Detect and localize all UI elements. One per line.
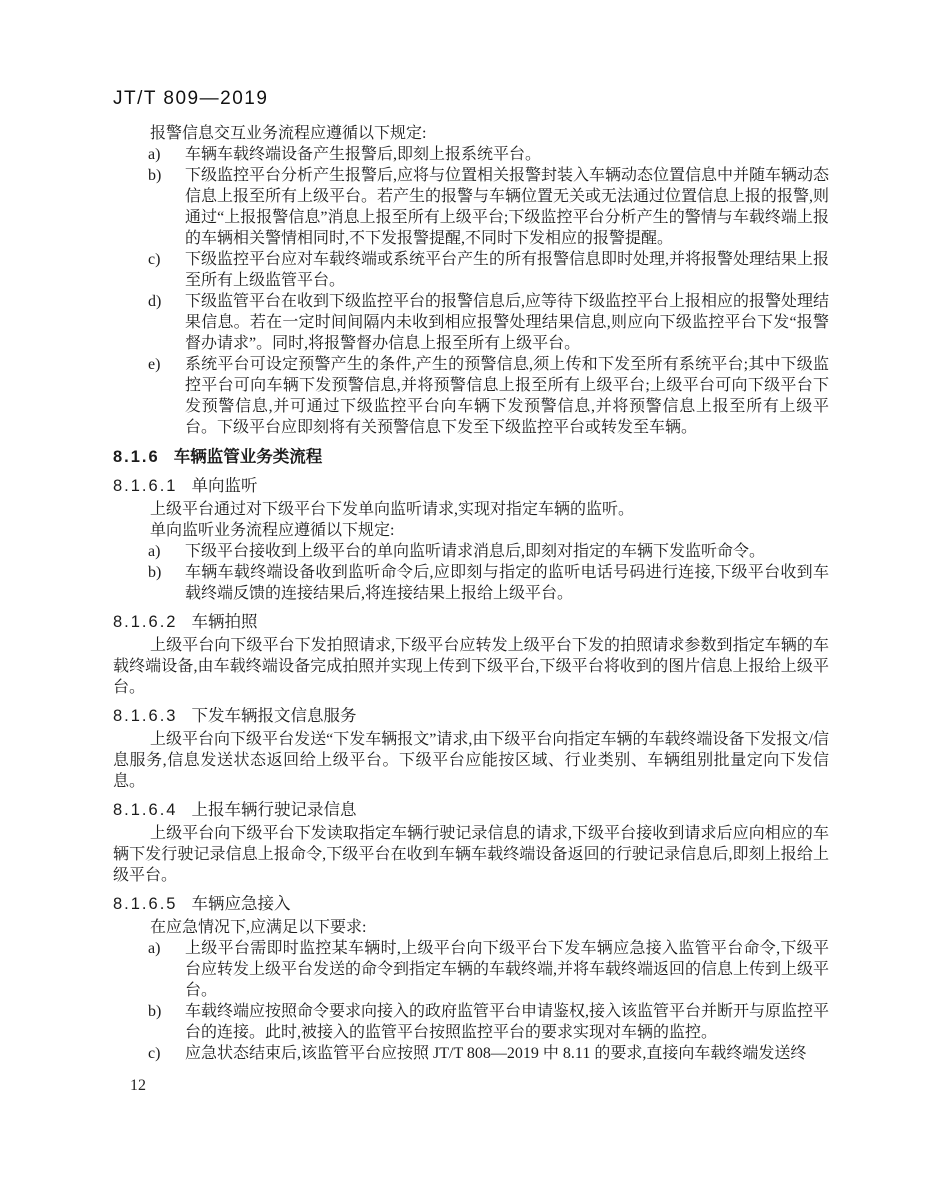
list-marker: c) [148,1045,161,1062]
list-item-text: 下级监管平台在收到下级监控平台的报警信息后,应等待下级监控平台上报相应的报警处理结果信息。若在一定时间间隔内未收到相应报警处理结果信息,则应向下级监控平台下发“报警督办请求”。同时,将报警督办信息上报至所有上级平台。 [185,293,830,352]
list-item-b [113,1001,829,1043]
list-marker: b) [148,564,162,581]
heading-number: 8.1.6.4 [113,801,178,819]
list-marker: a) [148,940,161,957]
list-item-d [113,291,829,354]
list-item-c [113,1043,829,1064]
standard-number: JT/T 809—2019 [113,88,269,109]
list-item-b [113,165,829,249]
list-item-text: 应急状态结束后,该监管平台应按照 JT/T 808—2019 中 8.11 的要求,直接向车载终端发送终 [185,1045,807,1062]
paragraph: 上级平台向下级平台下发拍照请求,下级平台应转发上级平台下发的拍照请求参数到指定车辆的车载终端设备,由车载终端设备完成拍照并实现上传到下级平台,下级平台将收到的图片信息上报给上级平台。 [113,637,829,696]
list-item-a [113,541,829,562]
list-marker: e) [148,356,161,373]
heading-number: 8.1.6.5 [113,895,178,913]
list-item-text: 下级平台接收到上级平台的单向监听请求消息后,即刻对指定的车辆下发监听命令。 [185,543,766,560]
heading-8-1-6-1 [113,475,829,497]
alarm-flow-list [113,144,829,438]
list-item-a [113,144,829,165]
heading-title: 上报车辆行驶记录信息 [191,800,357,819]
list-item-text: 车载终端应按照命令要求向接入的政府监管平台申请鉴权,接入该监管平台并断开与原监控平台的连接。此时,被接入的监管平台按照监控平台的要求实现对车辆的监控。 [185,1003,830,1041]
heading-number: 8.1.6.2 [113,613,178,631]
heading-title: 车辆应急接入 [191,894,291,913]
heading-title: 车辆拍照 [191,612,258,631]
running-header [113,88,268,110]
listen-flow-list [113,541,829,604]
paragraph: 上级平台向下级平台下发读取指定车辆行驶记录信息的请求,下级平台接收到请求后应向相应的车辆下发行驶记录信息上报命令,下级平台在收到车辆车载终端设备返回的行驶记录信息后,即刻上报给上级平台。 [113,825,829,884]
heading-8-1-6 [113,447,829,468]
list-item-c [113,249,829,291]
list-marker: d) [148,293,162,310]
paragraph: 上级平台通过对下级平台下发单向监听请求,实现对指定车辆的监听。 [150,501,635,518]
list-item-text: 车辆车载终端设备收到监听命令后,应即刻与指定的监听电话号码进行连接,下级平台收到车载终端反馈的连接结果后,将连接结果上报给上级平台。 [185,564,829,602]
heading-8-1-6-3 [113,705,829,727]
heading-number: 8.1.6.3 [113,707,178,725]
heading-number: 8.1.6.1 [113,477,178,495]
list-item-text: 车辆车载终端设备产生报警后,即刻上报系统平台。 [185,146,542,163]
paragraph: 上级平台向下级平台发送“下发车辆报文”请求,由下级平台向指定车辆的车载终端设备下发报文/信息服务,信息发送状态返回给上级平台。下级平台应能按区域、行业类别、车辆组别批量定向下发信息。 [113,731,829,790]
alarm-intro-paragraph: 报警信息交互业务流程应遵循以下规定: [150,125,427,142]
list-item-e [113,354,829,438]
list-item-text: 系统平台可设定预警产生的条件,产生的预警信息,须上传和下发至所有系统平台;其中下级监控平台可向车辆下发预警信息,并将预警信息上报至所有上级平台;上级平台可向下级平台下发预警信息,并可通过下级监控平台向车辆下发预警信息,并将预警信息上报至所有上级平台。下级平台应即刻将有关预警信息下发至下级监控平台或转发至车辆。 [185,356,829,436]
heading-number: 8.1.6 [113,448,160,466]
list-item-b [113,562,829,604]
heading-title: 单向监听 [191,476,258,495]
list-item-a [113,938,829,1001]
heading-title: 车辆监管业务类流程 [173,448,323,466]
list-marker: b) [148,167,162,184]
heading-8-1-6-2 [113,611,829,633]
paragraph: 单向监听业务流程应遵循以下规定: [150,522,395,539]
page-footer [130,1077,146,1095]
heading-title: 下发车辆报文信息服务 [191,706,357,725]
page-body [113,123,829,1064]
list-item-text: 上级平台需即时监控某车辆时,上级平台向下级平台下发车辆应急接入监管平台命令,下级平台应转发上级平台发送的命令到指定车辆的车载终端,并将车载终端返回的信息上传到上级平台。 [185,940,830,999]
paragraph: 在应急情况下,应满足以下要求: [150,919,367,936]
list-item-text: 下级监控平台分析产生报警后,应将与位置相关报警封装入车辆动态位置信息中并随车辆动态信息上报至所有上级平台。若产生的报警与车辆位置无关或无法通过位置信息上报的报警,则通过“上报报警信息”消息上报至所有上级平台;下级监控平台分析产生的警情与车载终端上报的车辆相关警情相同时,不下发报警提醒,不同时下发相应的报警提醒。 [185,167,830,247]
emergency-access-list [113,938,829,1064]
list-marker: c) [148,251,161,268]
list-marker: a) [148,543,161,560]
list-item-text: 下级监控平台应对车载终端或系统平台产生的所有报警信息即时处理,并将报警处理结果上报至所有上级监管平台。 [185,251,830,289]
list-marker: a) [148,146,161,163]
heading-8-1-6-5 [113,893,829,915]
heading-8-1-6-4 [113,799,829,821]
list-marker: b) [148,1003,162,1020]
page-number: 12 [130,1077,146,1094]
